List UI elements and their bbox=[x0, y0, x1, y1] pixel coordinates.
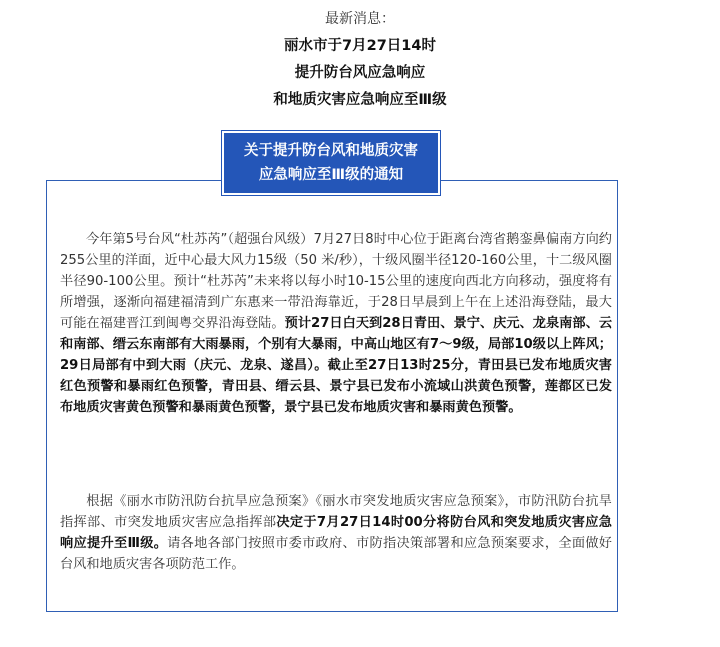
notice-title-banner bbox=[224, 133, 438, 193]
paragraph-2-text-b: 请各地各部门按照市委市政府、市防指决策部署和应急预案要求，全面做好台风和地质灾害各项防范工作。 bbox=[60, 536, 612, 572]
paragraph-2-bold-text: 决定于7月27日14时00分将防台风和突发地质灾害应急响应提升至Ⅲ级。 bbox=[60, 515, 612, 551]
notice-title-line-2: 应急响应至Ⅲ级的通知 bbox=[258, 167, 404, 183]
paragraph-1-text: 今年第5号台风“杜苏芮”（超强台风级）7月27日8时中心位于距离台湾省鹅銮鼻偏南方向约255公里的洋面，近中心最大风力15级（50 米/秒），十级风圈半径120-160公里，十二级风圈半径90-100公里。预计“杜苏芮”未来将以每小时10-15公里的速度向西北方向移动，强度将有所增强，逐渐向福建福清到广东惠来一带沿海靠近，于28日早晨到上午在上述沿海登陆，最大可能在福建晋江到闽粤交界沿海登陆。 bbox=[60, 232, 612, 331]
paragraph-2-text-a: 根据《丽水市防汛防台抗旱应急预案》《丽水市突发地质灾害应急预案》，市防汛防台抗旱指挥部、市突发地质灾害应急指挥部 bbox=[60, 494, 612, 530]
notice-title-line-1: 关于提升防台风和地质灾害 bbox=[244, 143, 418, 159]
headline-line-2: 提升防台风应急响应 bbox=[294, 65, 426, 81]
news-label: 最新消息： bbox=[325, 11, 395, 27]
notice-paragraph-1 bbox=[60, 229, 612, 418]
paragraph-1-bold-text: 预计27日白天到28日青田、景宁、庆元、龙泉南部、云和南部、缙云东南部有大雨暴雨，个别有大暴雨，中高山地区有7～9级，局部10级以上阵风；29日局部有中到大雨（庆元、龙泉、遂昌）。截止至27日13时25分，青田县已发布地质灾害红色预警和暴雨红色预警，青田县、缙云县、景宁县已发布小流域山洪黄色预警，莲都区已发布地质灾害黄色预警和暴雨黄色预警，景宁县已发布地质灾害和暴雨黄色预警。 bbox=[60, 316, 613, 415]
notice-paragraph-2 bbox=[60, 491, 612, 575]
headline-line-3: 和地质灾害应急响应至Ⅲ级 bbox=[273, 92, 447, 108]
headline-line-1: 丽水市于7月27日14时 bbox=[284, 38, 436, 54]
